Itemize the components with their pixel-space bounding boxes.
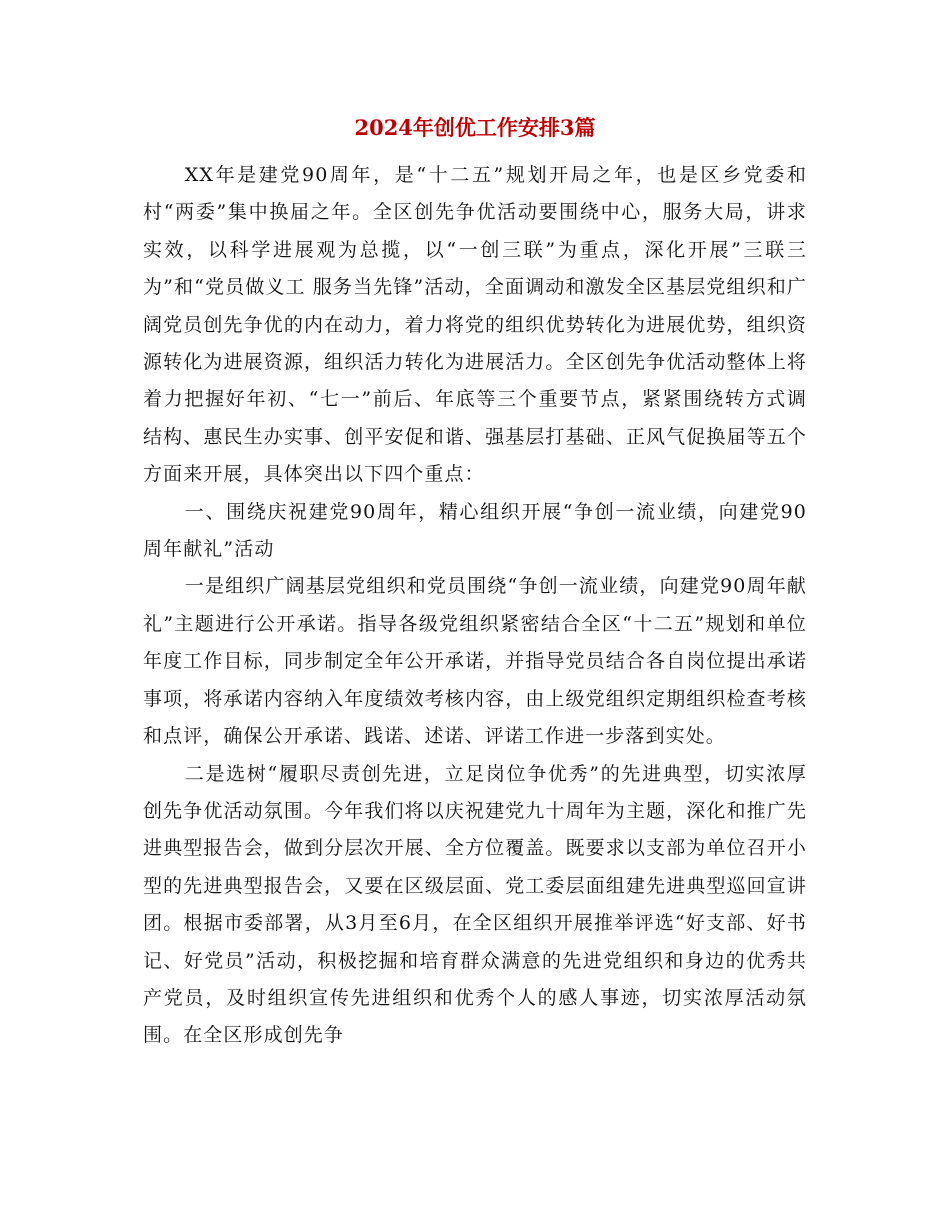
document-body	[143, 157, 807, 1055]
section-heading: 一、围绕庆祝建党90周年，精心组织开展“争创一流业绩，向建党90周年献礼”活动	[143, 500, 807, 561]
intro-paragraph: XX年是建党90周年，是“十二五”规划开局之年，也是区乡党委和村“两委”集中换届之年。全区创先争优活动要围绕中心，服务大局，讲求实效，以科学进展观为总揽，以“一创三联”为重点，深化开展”三联三为”和“党员做义工 服务当先锋”活动，全面调动和激发全区基层党组织和广阔党员创先争优的内在动力，着力将党的组织优势转化为进展优势，组织资源转化为进展资源，组织活力转化为进展活力。全区创先争优活动整体上将着力把握好年初、“七一”前后、年底等三个重要节点，紧紧围绕转方式调结构、惠民生办实事、创平安促和谐、强基层打基础、正风气促换届等五个方面来开展，具体突出以下四个重点：	[143, 164, 807, 486]
document-title: 2024年创优工作安排3篇	[354, 115, 596, 140]
body-paragraph: 一是组织广阔基层党组织和党员围绕“争创一流业绩，向建党90周年献礼”主题进行公开承诺。指导各级党组织紧密结合全区“十二五”规划和单位年度工作目标，同步制定全年公开承诺，并指导党员结合各自岗位提出承诺事项，将承诺内容纳入年度绩效考核内容，由上级党组织定期组织检查考核和点评，确保公开承诺、践诺、述诺、评诺工作进一步落到实处。	[143, 575, 807, 748]
body-paragraph: 二是选树“履职尽责创先进，立足岗位争优秀”的先进典型，切实浓厚创先争优活动氛围。今年我们将以庆祝建党九十周年为主题，深化和推广先进典型报告会，做到分层次开展、全方位覆盖。既要求以支部为单位召开小型的先进典型报告会，又要在区级层面、党工委层面组建先进典型巡回宣讲团。根据市委部署，从3月至6月，在全区组织开展推举评选“好支部、好书记、好党员”活动，积极挖掘和培育群众满意的先进党组织和身边的优秀共产党员，及时组织宣传先进组织和优秀个人的感人事迹，切实浓厚活动氛围。在全区形成创先争	[143, 762, 807, 1047]
